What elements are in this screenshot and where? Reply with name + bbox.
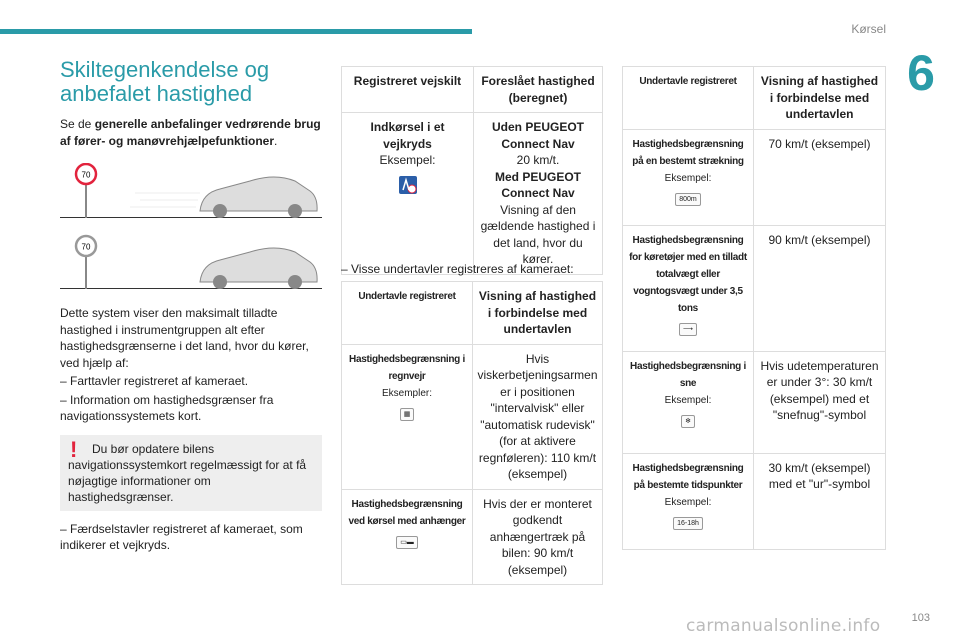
time-subsign-icon: 16-18h — [673, 517, 703, 530]
chapter-number: 6 — [907, 45, 935, 101]
page-heading: Skiltegenkendelse og anbefalet hastighed — [60, 57, 270, 106]
page-number: 103 — [911, 612, 930, 624]
col-header: Visning af hastighed i forbindelse med undertavlen — [754, 67, 886, 130]
figure-grey-sign — [60, 234, 322, 289]
watermark: carmanualsonline.info — [686, 616, 881, 636]
road-sign-table — [341, 66, 603, 275]
body-bullet: – Færdselstavler registreret af kameraet, som indikerer et vejkryds. — [60, 521, 303, 552]
subsign-table-2 — [622, 66, 886, 550]
body-bullet: – Information om hastighedsgrænser fra navigationssystemets kort. — [60, 392, 274, 423]
left-column — [60, 58, 322, 556]
intro-text: Se de generelle anbefalinger vedrørende brug af fører- og manøvrehjælpefunktioner. — [60, 117, 321, 148]
warning-box: ! Du bør opdatere bilens navigationssystemkort regelmæssigt for at få nøjagtige informationer om hastighedsgrænser. — [60, 435, 322, 511]
subsign-table-1 — [341, 281, 603, 585]
col-header: Undertavle registreret — [342, 282, 473, 345]
header-accent-bar — [0, 29, 472, 34]
col-header: Visning af hastighed i forbindelse med undertavlen — [473, 282, 603, 345]
col-header: Undertavle registreret — [623, 67, 754, 130]
truck-icon: ⟶ — [679, 323, 697, 336]
body-bullet: – Farttavler registreret af kameraet. — [60, 374, 249, 388]
trailer-icon: ▭▬ — [396, 536, 418, 549]
col-header: Foreslået hastighed (beregnet) — [474, 67, 603, 113]
figure-red-sign — [60, 163, 322, 218]
body-para: Dette system viser den maksimalt tilladte hastighed i instrumentgruppen alt efter hastighedsgrænserne i det land, hvor du kører, ved hjælp af: — [60, 306, 309, 370]
sign-label: 70 — [81, 170, 91, 180]
distance-subsign-icon: 800m — [675, 193, 701, 206]
col-header: Registreret vejskilt — [342, 67, 474, 113]
section-title: Kørsel — [851, 22, 886, 36]
rain-icon: ▦ — [400, 408, 415, 421]
table-row: Hastighedsbegrænsning ved kørsel med anhænger ▭▬ Hvis der er monteret godkendt anhængertræk på bilen: 90 km/t (eksempel) — [342, 489, 603, 585]
junction-sign-icon — [346, 175, 469, 200]
subsign-note: – Visse undertavler registreres af kameraet: — [341, 262, 574, 276]
snowflake-icon: ❄ — [681, 415, 695, 428]
table-row: Hastighedsbegrænsning på bestemte tidspunkter Eksempel: 16-18h 30 km/t (eksempel) med et "ur"-symbol — [623, 453, 886, 549]
sign-label: 70 — [81, 242, 91, 252]
table-row: Hastighedsbegrænsning på en bestemt strækning Eksempel: 800m 70 km/t (eksempel) — [623, 129, 886, 225]
warning-icon: ! — [70, 436, 78, 462]
table-row: Hastighedsbegrænsning for køretøjer med en tilladt totalvægt eller vogntogsvægt under 3,5 tons ⟶ 90 km/t (eksempel) — [623, 225, 886, 351]
table-row: Hastighedsbegrænsning i regnvejr Eksempler: ▦ Hvis viskerbetjeningsarmen er i positionen "intervalvisk" eller "automatisk rudevisk" (for at aktivere regnføleren): 110 km/t (eksempel) — [342, 344, 603, 489]
table-row: Indkørsel i et vejkryds Eksempel: Uden PEUGEOT Connect Nav 20 km/t. Med PEUGEOT Connect Nav Visning af den gældende hastighed i det land, hvor du kører. — [342, 113, 603, 275]
table-row: Hastighedsbegrænsning i sne Eksempel: ❄ Hvis udetemperaturen er under 3°: 30 km/t (eksempel) med et "snefnug"-symbol — [623, 351, 886, 453]
